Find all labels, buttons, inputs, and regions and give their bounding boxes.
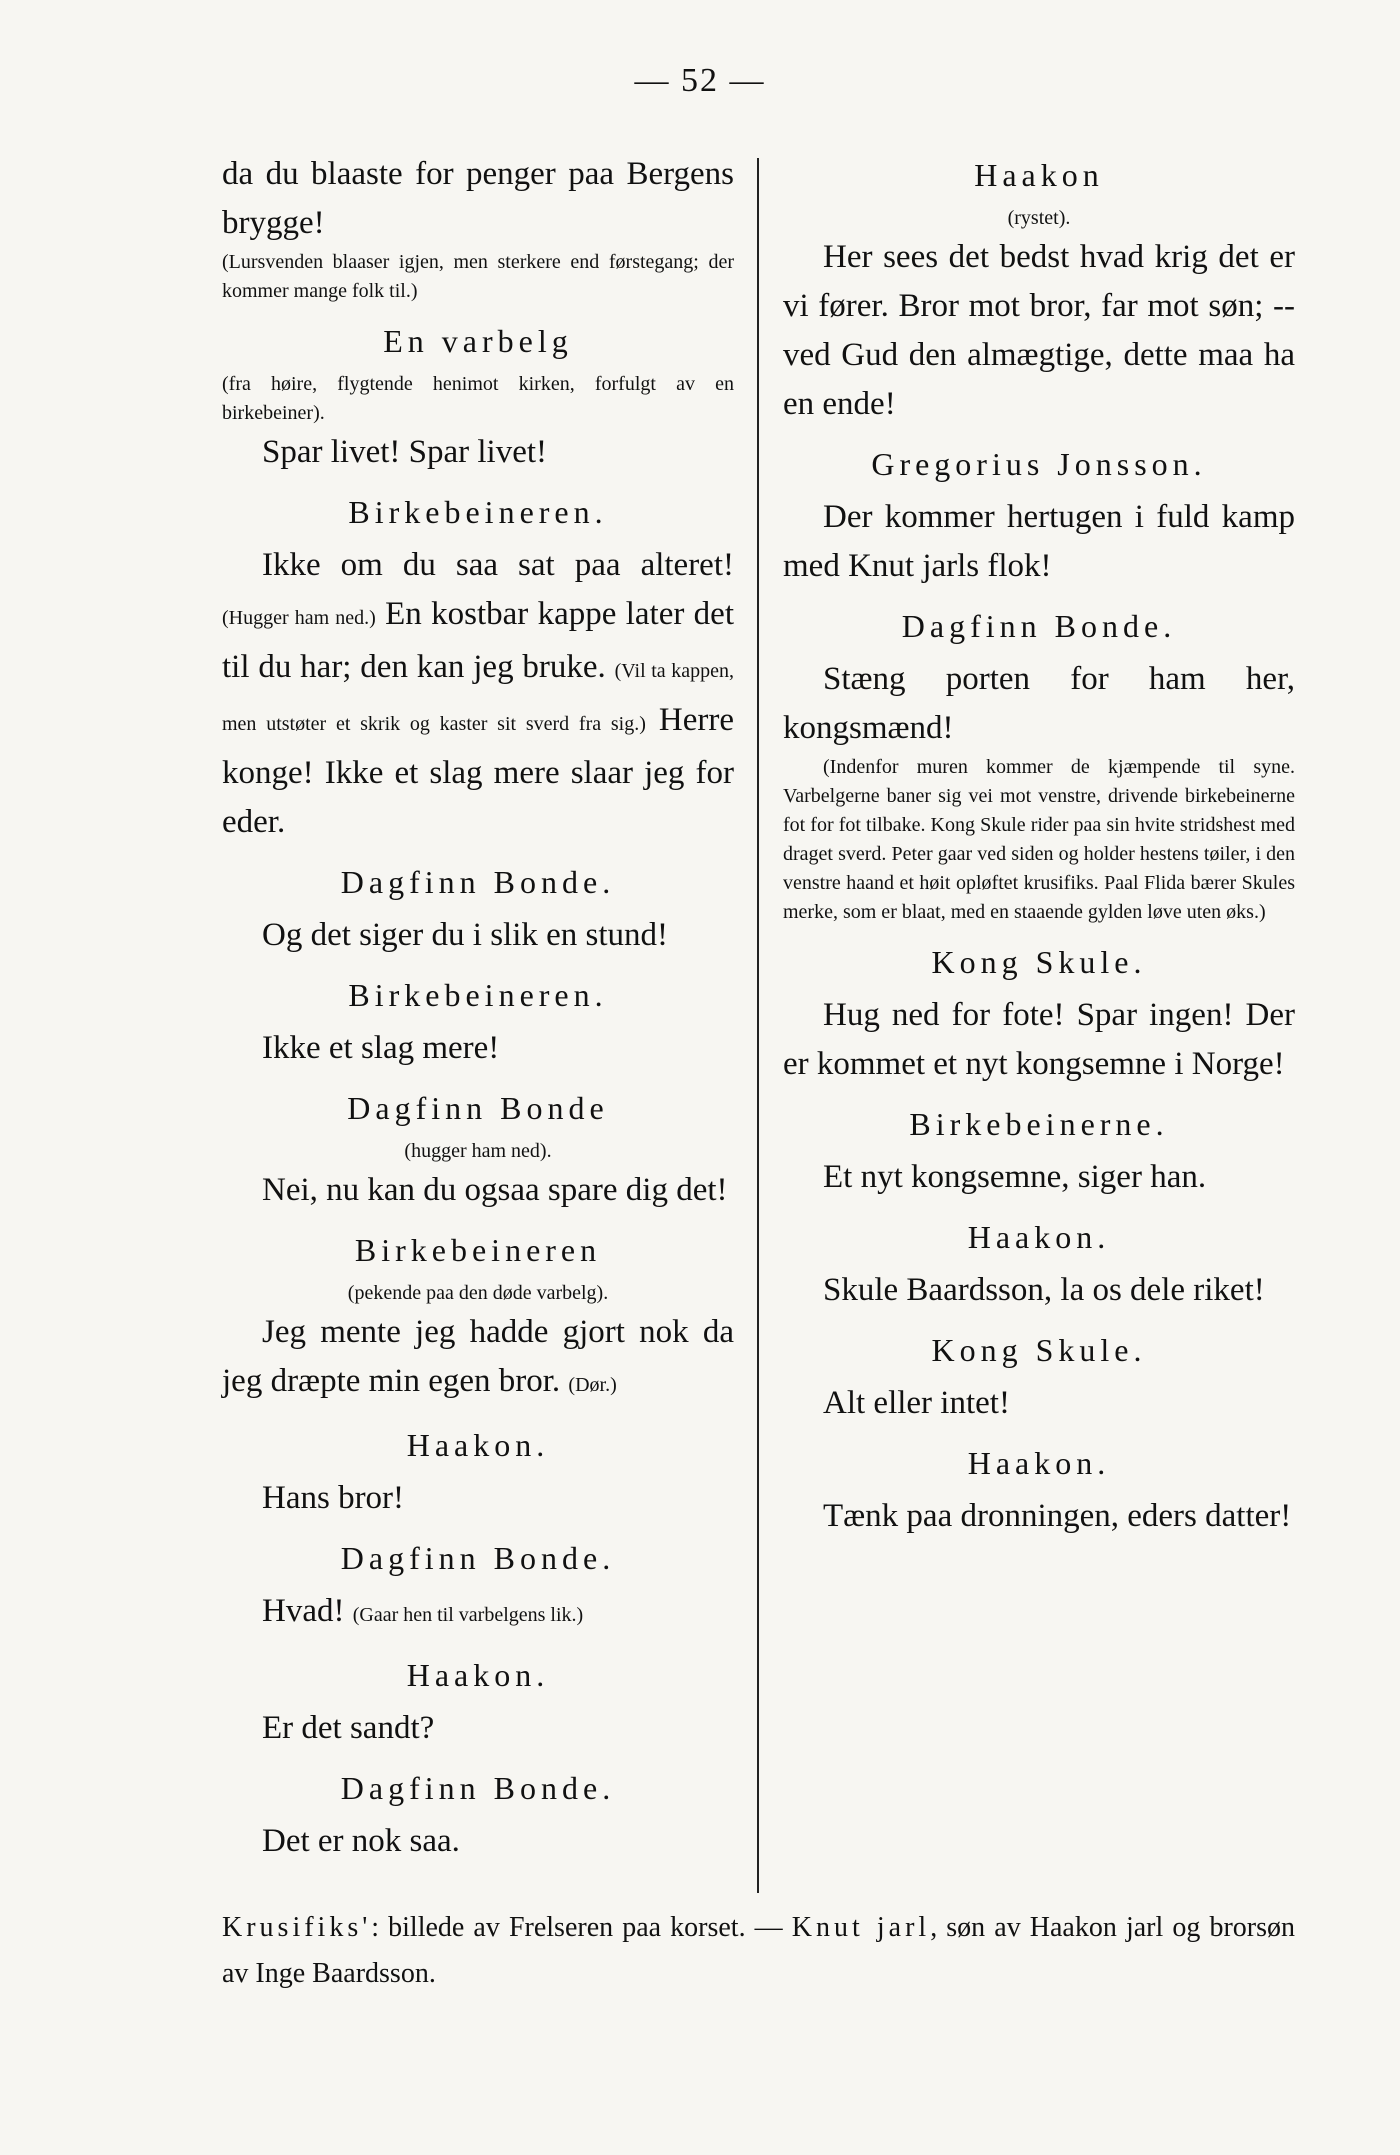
verse-text: En kostbar kappe later det til du har; den kan jeg bruke. bbox=[222, 596, 734, 685]
speaker-name: Haakon. bbox=[967, 1219, 1111, 1255]
footnote-term: Krusifiks' bbox=[222, 1912, 372, 1943]
footnote-term: Knut jarl bbox=[791, 1912, 931, 1943]
verse-line: Skule Baardsson, la os dele riket! bbox=[823, 1272, 1265, 1308]
verse-line bbox=[222, 541, 734, 847]
speaker-name: Dagfinn Bonde. bbox=[901, 608, 1177, 644]
footnote-definition: : billede av Frelseren paa korset. — bbox=[371, 1912, 792, 1943]
speaker-name: Haakon. bbox=[406, 1657, 550, 1693]
verse-line: Her sees det bedst hvad krig det er vi fører. Bror mot bror, far mot søn; -- ved Gud den almægtige, dette maa ha en ende! bbox=[783, 239, 1295, 422]
stage-direction: (Lursvenden blaaser igjen, men sterkere end førstegang; der kommer mange folk til.) bbox=[222, 251, 734, 302]
column-divider bbox=[757, 158, 759, 1893]
verse-line bbox=[222, 1587, 734, 1640]
speaker-name: Birkebeinerne. bbox=[909, 1106, 1169, 1142]
stage-direction: (Indenfor muren kommer de kjæmpende til syne. Varbelgerne baner sig vei mot venstre, drivende birkebeinerne fot for fot tilbake. Kong Skule rider paa sin hvite stridshest med draget sverd. Peter gaar ved siden og holder hestens tøiler, i den venstre haand et høit opløftet krusifiks. Paal Flida bærer Skules merke, som er blaat, med en staaende gylden løve uten øks.) bbox=[783, 756, 1295, 923]
verse-text: Jeg mente jeg hadde gjort nok da jeg dræpte min egen bror. bbox=[222, 1314, 734, 1399]
left-column bbox=[222, 150, 734, 1866]
verse-line bbox=[222, 1308, 734, 1410]
speaker-name: Birkebeineren bbox=[354, 1232, 602, 1268]
speaker-name: Dagfinn Bonde. bbox=[340, 864, 616, 900]
verse-line: Er det sandt? bbox=[262, 1710, 435, 1746]
verse-line: Spar livet! Spar livet! bbox=[262, 434, 548, 470]
stage-direction: (fra høire, flygtende henimot kirken, forfulgt av en birkebeiner). bbox=[222, 373, 734, 424]
speaker-name: Haakon. bbox=[406, 1427, 550, 1463]
speaker-name: En varbelg bbox=[383, 323, 573, 359]
verse-line: Det er nok saa. bbox=[262, 1823, 460, 1859]
verse-text: Hvad! bbox=[262, 1593, 345, 1629]
inline-stage-direction: (Hugger ham ned.) bbox=[222, 607, 376, 629]
speaker-name: Haakon bbox=[974, 157, 1104, 193]
verse-text: Herre konge! Ikke et slag mere slaar jeg for eder. bbox=[222, 702, 734, 840]
speaker-name: Dagfinn Bonde. bbox=[340, 1770, 616, 1806]
stage-direction: (rystet). bbox=[1007, 207, 1071, 229]
verse-text: Ikke om du saa sat paa alteret! bbox=[262, 547, 734, 583]
verse-line: Tænk paa dronningen, eders datter! bbox=[823, 1498, 1292, 1534]
verse-line: Ikke et slag mere! bbox=[262, 1030, 500, 1066]
speaker-name: Haakon. bbox=[967, 1445, 1111, 1481]
footnote bbox=[222, 1905, 1295, 1997]
speaker-name: Kong Skule. bbox=[931, 1332, 1147, 1368]
verse-line: Et nyt kongsemne, siger han. bbox=[823, 1159, 1207, 1195]
inline-stage-direction: (Vil ta kappen, men utstøter et skrik og kaster sit sverd fra sig.) bbox=[222, 660, 735, 735]
verse-line: Hans bror! bbox=[262, 1480, 405, 1516]
speaker-name: Gregorius Jonsson. bbox=[871, 446, 1207, 482]
verse-line: Der kommer hertugen i fuld kamp med Knut jarls flok! bbox=[783, 499, 1295, 584]
verse-line: Stæng porten for ham her, kongsmænd! bbox=[783, 661, 1295, 746]
speaker-name: Dagfinn Bonde. bbox=[340, 1540, 616, 1576]
inline-stage-direction: (Gaar hen til varbelgens lik.) bbox=[352, 1604, 584, 1626]
stage-direction: (hugger ham ned). bbox=[404, 1140, 552, 1162]
verse-line: Alt eller intet! bbox=[823, 1385, 1010, 1421]
verse-line: da du blaaste for penger paa Bergens brygge! bbox=[222, 156, 734, 241]
speaker-name: Dagfinn Bonde bbox=[347, 1090, 609, 1126]
speaker-name: Birkebeineren. bbox=[348, 494, 608, 530]
speaker-name: Birkebeineren. bbox=[348, 977, 608, 1013]
page-number: — 52 — bbox=[634, 62, 766, 99]
verse-line: Og det siger du i slik en stund! bbox=[262, 917, 669, 953]
inline-stage-direction: (Dør.) bbox=[568, 1374, 617, 1396]
verse-line: Nei, nu kan du ogsaa spare dig det! bbox=[262, 1172, 728, 1208]
verse-line: Hug ned for fote! Spar ingen! Der er kommet et nyt kongsemne i Norge! bbox=[783, 997, 1295, 1082]
stage-direction: (pekende paa den døde varbelg). bbox=[347, 1282, 609, 1304]
footnote-definition: , søn av Haakon jarl og brorsøn av Inge Baardsson. bbox=[222, 1912, 1295, 1989]
right-column bbox=[783, 150, 1295, 1541]
speaker-name: Kong Skule. bbox=[931, 944, 1147, 980]
